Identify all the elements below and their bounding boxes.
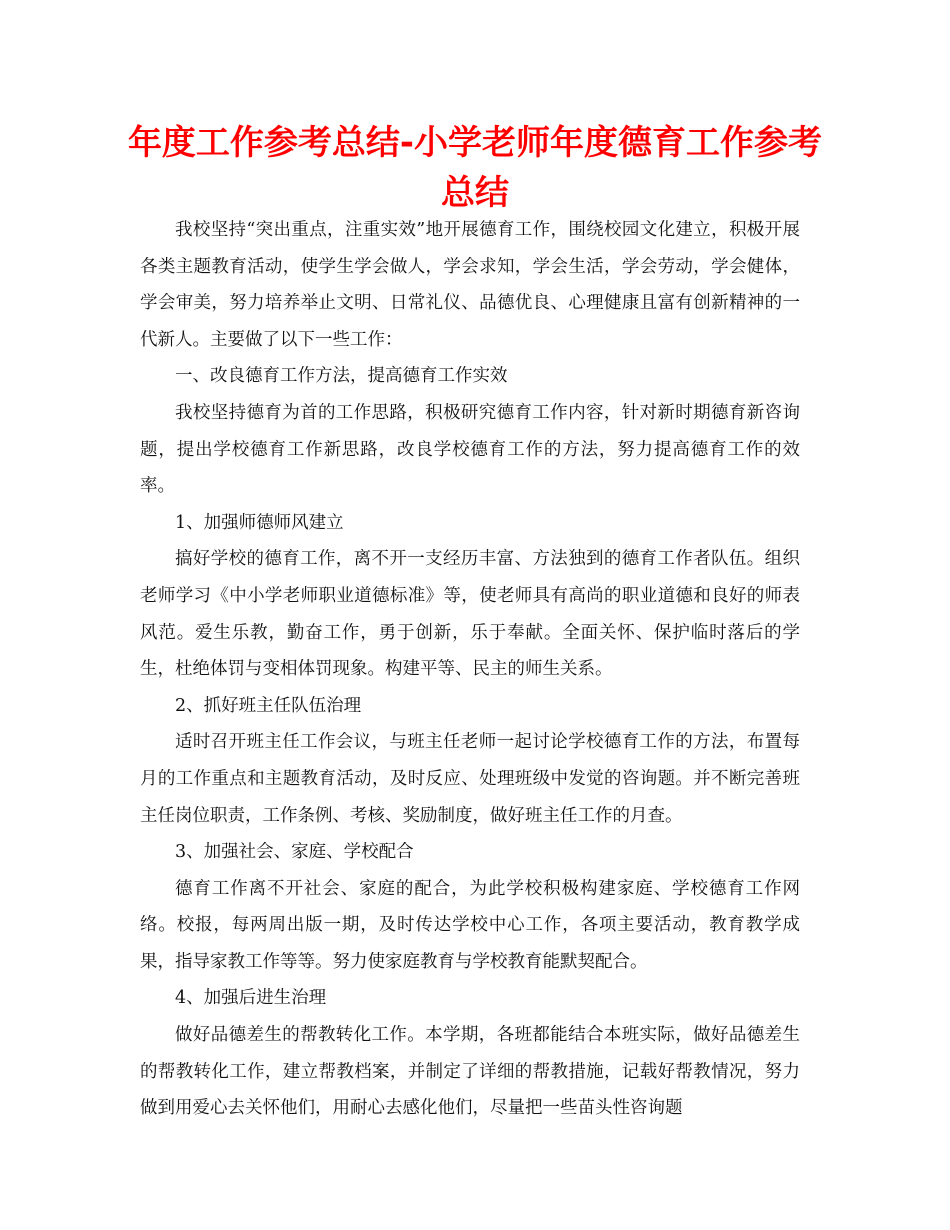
heading-item-3: 3、加强社会、家庭、学校配合 (175, 842, 414, 863)
paragraph-section-1: 我校坚持德育为首的工作思路，积极研究德育工作内容，针对新时期德育新咨询题，提出学校德育工作新思路，改良学校德育工作的方法，努力提高德育工作的效率。 (140, 402, 800, 497)
heading-item-1: 1、加强师德师风建立 (175, 512, 344, 533)
heading-item-2: 2、抓好班主任队伍治理 (175, 695, 362, 716)
document-title: 年度工作参考总结-小学老师年度德育工作参考总结 (127, 123, 823, 213)
paragraph-intro: 我校坚持“突出重点，注重实效”地开展德育工作，围绕校园文化建立，积极开展各类主题教育活动，使学生学会做人，学会求知，学会生活，学会劳动，学会健体，学会审美，努力培养举止文明、日常礼仪、品德优良、心理健康且富有创新精神的一代新人。主要做了以下一些工作： (140, 220, 800, 350)
document-body (140, 212, 800, 1127)
paragraph-item-1: 搞好学校的德育工作，离不开一支经历丰富、方法独到的德育工作者队伍。组织老师学习《中小学老师职业道德标准》等，使老师具有高尚的职业道德和良好的师表风范。爱生乐教，勤奋工作，勇于创新，乐于奉献。全面关怀、保护临时落后的学生，杜绝体罚与变相体罚现象。构建平等、民主的师生关系。 (140, 549, 800, 680)
paragraph-item-3: 德育工作离不开社会、家庭的配合，为此学校积极构建家庭、学校德育工作网络。校报，每两周出版一期，及时传达学校中心工作，各项主要活动，教育教学成果，指导家教工作等等。努力使家庭教育与学校教育能默契配合。 (140, 878, 800, 972)
heading-item-4: 4、加强后进生治理 (175, 988, 327, 1009)
paragraph-item-2: 适时召开班主任工作会议，与班主任老师一起讨论学校德育工作的方法，布置每月的工作重点和主题教育活动，及时反应、处理班级中发觉的咨询题。并不断完善班主任岗位职责，工作条例、考核、奖励制度，做好班主任工作的月查。 (140, 732, 800, 826)
heading-section-1: 一、改良德育工作方法，提高德育工作实效 (175, 366, 508, 387)
paragraph-item-4: 做好品德差生的帮教转化工作。本学期，各班都能结合本班实际，做好品德差生的帮教转化工作，建立帮教档案，并制定了详细的帮教措施，记载好帮教情况，努力做到用爱心去关怀他们，用耐心去感化他们，尽量把一些苗头性咨询题 (140, 1025, 800, 1119)
